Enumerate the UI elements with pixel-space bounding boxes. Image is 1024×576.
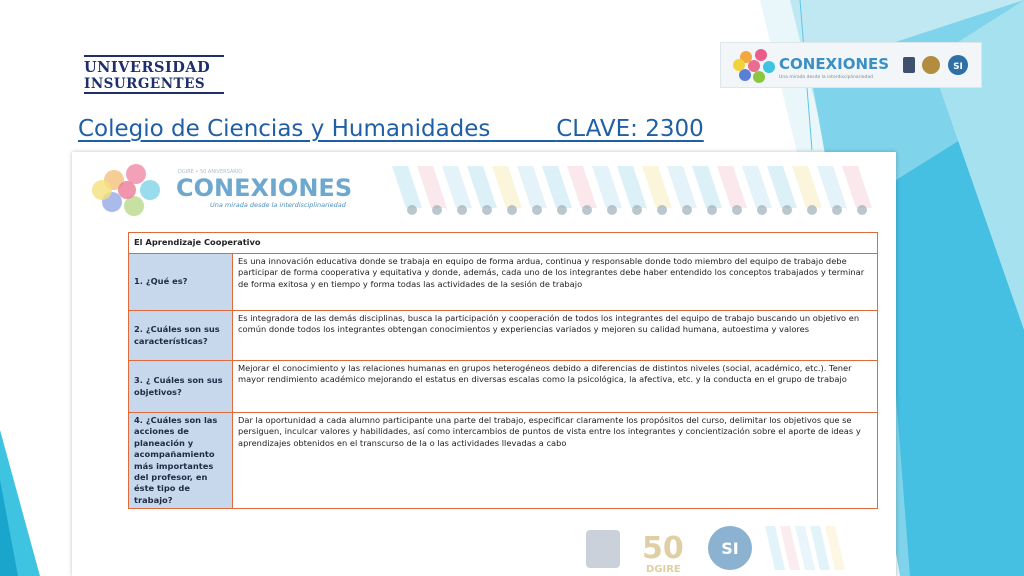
doc-small-top: DGIRE • 50 ANIVERSARIO <box>178 169 243 175</box>
unam-seal-icon <box>586 530 620 568</box>
university-name-line2: INSURGENTES <box>84 76 206 92</box>
answer-cell: Es una innovación educativa donde se trabaja en equipo de forma ardua, continua y responsable donde todo miembro del equipo de trabajo debe participar de forma cooperativa y equitativa y donde, además, cada uno de los integrantes debe haber entendido los conceptos trabajados y terminar de forma exitosa y en tiempo y forma todas las actividades de la sesión de trabajo <box>233 254 878 311</box>
table-title: El Aprendizaje Cooperativo <box>129 233 878 254</box>
answer-cell: Mejorar el conocimiento y las relaciones humanas en grupos heterogéneos debido a diferencias de distintos niveles (social, académico, etc.). Tener mayor rendimiento académico mejorando el estatus en diversas escalas como la psicológica, la afectiva, etc. y la conducta en el grupo de trabajo <box>233 361 878 413</box>
unam-shield-icon <box>903 57 915 73</box>
doc-tagline: Una mirada desde la interdisciplinariedad <box>210 201 346 209</box>
conexiones-banner <box>720 42 982 88</box>
table-title-row <box>129 233 878 254</box>
question-cell: 2. ¿Cuáles son sus características? <box>129 311 233 361</box>
logo-50-label: 50 <box>642 531 684 566</box>
decorative-dots <box>407 205 867 215</box>
table-row <box>129 311 878 361</box>
question-cell: 3. ¿ Cuáles son sus objetivos? <box>129 361 233 413</box>
answer-cell: Es integradora de las demás disciplinas, busca la participación y cooperación de todos los integrantes del equipo de trabajo buscando un objetivo en común donde todos los integrantes obtengan conocimientos y experiencias variados y mejoren su calidad humana, autoestima y valores <box>233 311 878 361</box>
question-cell: 1. ¿Qué es? <box>129 254 233 311</box>
conexiones-logo-icon <box>733 49 775 83</box>
answer-cell: Dar la oportunidad a cada alumno participante una parte del trabajo, especificar claramente los propósitos del curso, delimitar los objetivos que se persiguen, inculcar valores y habilidades, así como intercambios de puntos de vista entre los integrantes y concientización sobre el aporte de ideas y aprendizajes obtenidos en el transcurso de la o las actividades llevadas a cabo <box>233 413 878 509</box>
dgire-50-icon <box>642 531 684 575</box>
table-row <box>129 361 878 413</box>
banner-brand: CONEXIONES <box>779 55 890 73</box>
bottom-logos <box>580 522 900 576</box>
logo-rule-bottom <box>84 92 224 94</box>
doc-brand: CONEXIONES <box>176 174 353 202</box>
question-cell: 4. ¿Cuáles son las acciones de planeación y acompañamiento más importantes del profesor, en éste tipo de trabajo? <box>129 413 233 509</box>
document-header-graphic <box>72 152 896 232</box>
si-logo-label: SI <box>953 62 963 72</box>
clave-code: CLAVE: 2300 <box>556 116 704 142</box>
university-name-line1: UNIVERSIDAD <box>84 59 211 76</box>
document-image <box>72 152 896 576</box>
page-title <box>78 116 704 142</box>
logo-dgire-label: DGIRE <box>646 564 681 575</box>
si-bottom-label: SI <box>721 539 739 558</box>
cooperative-learning-table <box>128 232 878 509</box>
table-row <box>129 413 878 509</box>
bottom-stripes <box>765 526 845 570</box>
dgire-50-logo-icon <box>922 56 940 74</box>
doc-conexiones-logo-icon <box>92 164 160 216</box>
table-row <box>129 254 878 311</box>
decorative-stripes <box>392 166 872 208</box>
si-bottom-icon <box>708 526 752 570</box>
conexiones-banner-graphic <box>721 43 981 87</box>
banner-subtitle: Una mirada desde la interdisciplinariedad <box>779 75 873 80</box>
college-title: Colegio de Ciencias y Humanidades <box>78 116 491 142</box>
university-logo <box>84 55 224 97</box>
